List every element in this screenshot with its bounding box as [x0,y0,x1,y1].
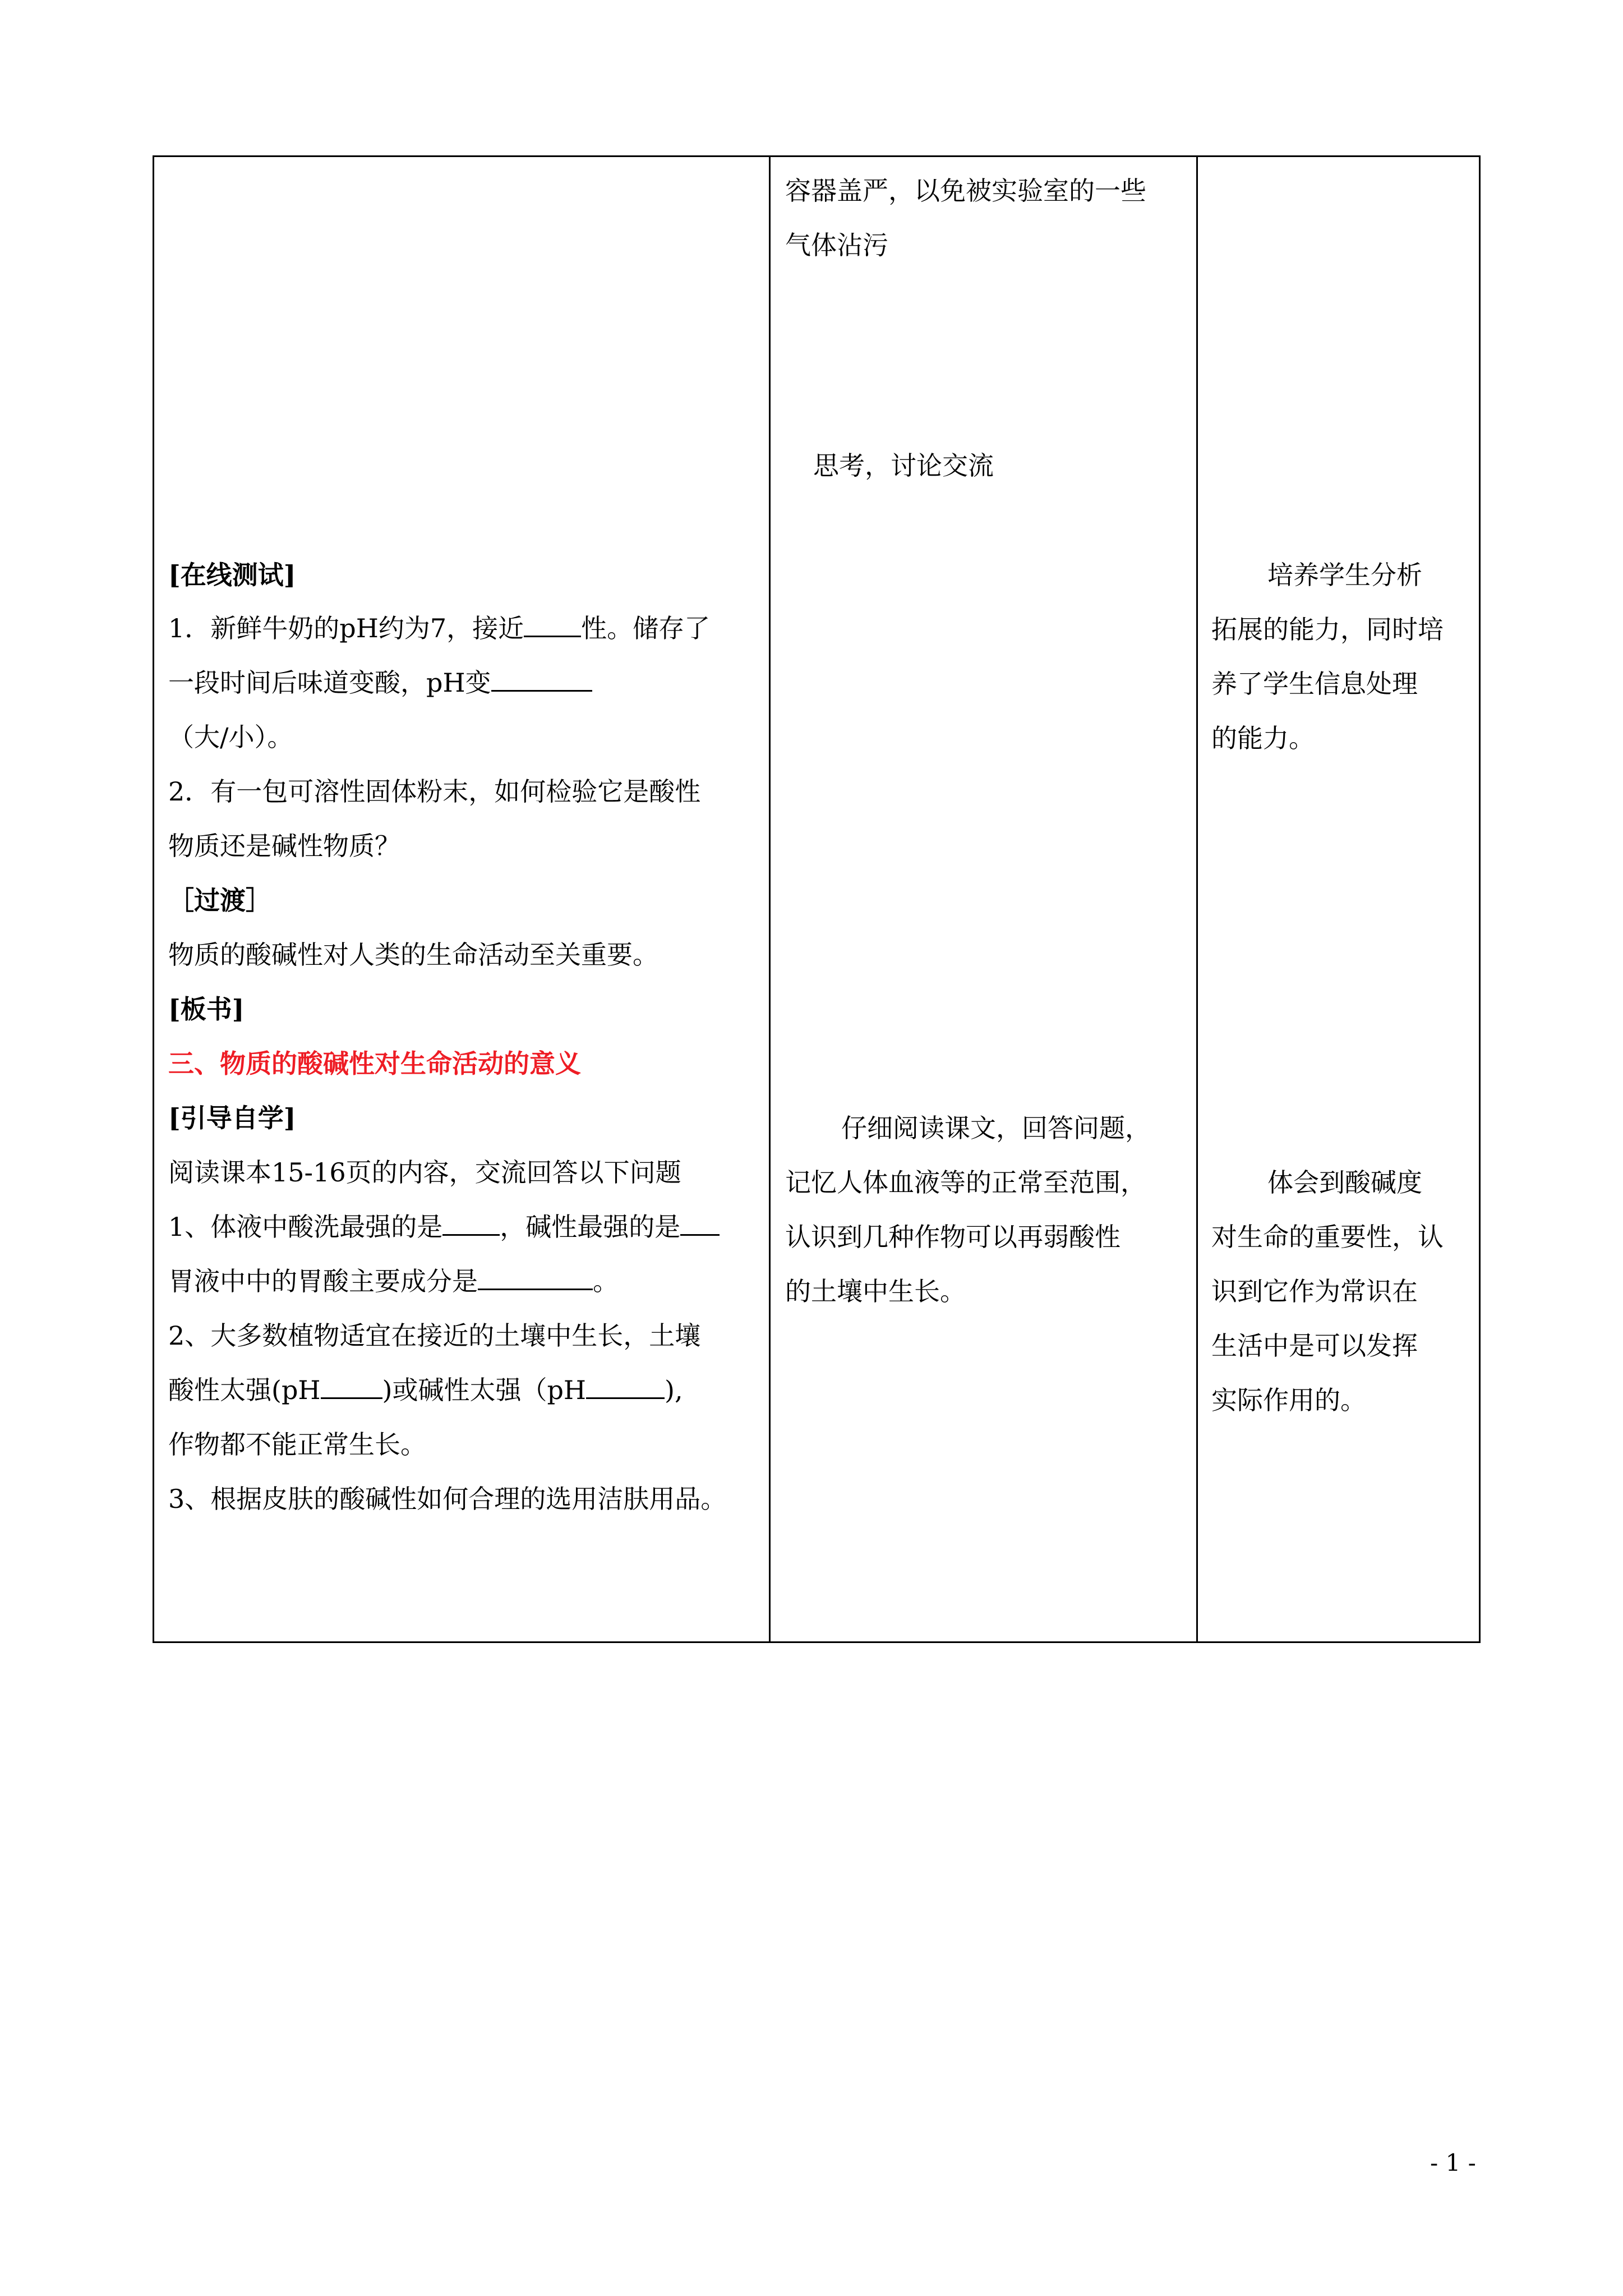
discuss-text: 思考，讨论交流 [813,450,994,481]
table-top-border [153,155,1481,157]
question-2-line-2: 物质还是碱性物质？ [168,831,400,861]
reading-line-1: 仔细阅读课文，回答问题， [841,1113,1151,1143]
item-3: 3、根据皮肤的酸碱性如何合理的选用洁肤用品。 [168,1484,727,1514]
transition-text: 物质的酸碱性对人类的生命活动至关重要。 [168,940,658,970]
answer-blank [586,1374,665,1399]
item-2-line-3: 作物都不能正常生长。 [168,1429,426,1460]
page-number: - 1 - [1430,2149,1476,2177]
item-1-line-1 [168,1210,720,1244]
goal-1-line-1: 培养学生分析 [1267,560,1422,590]
answer-blank [321,1374,382,1399]
question-1-line-1 [168,611,710,645]
item-2-line-2 [168,1373,683,1407]
transition-heading: ［过渡］ [168,885,271,915]
table-left-border [153,155,154,1643]
continued-line-1: 容器盖严，以免被实验室的一些 [785,176,1146,206]
online-test-heading: [在线测试] [168,560,296,590]
answer-blank [478,1265,593,1290]
reading-line-4: 的土壤中生长。 [785,1276,966,1306]
item-1-line-2 [168,1264,619,1298]
table-right-border [1479,155,1481,1643]
reading-line-2: 记忆人体血液等的正常至范围， [785,1167,1146,1198]
item-1-text-d: 。 [593,1266,619,1296]
question-1-line-2 [168,666,592,700]
goal-1-line-4: 的能力。 [1211,723,1315,753]
guide-heading: [引导自学] [168,1103,296,1133]
question-1-line-3: （大/小）。 [168,722,293,752]
question-1-text-b: 性。储存了 [581,613,711,643]
goal-2-line-3: 识到它作为常识在 [1211,1276,1418,1306]
goal-2-line-1: 体会到酸碱度 [1267,1167,1422,1198]
reading-line-3: 认识到几种作物可以再弱酸性 [785,1222,1121,1252]
goal-1-line-2: 拓展的能力，同时培 [1211,614,1444,645]
board-heading: [板书] [168,994,245,1024]
question-1-text-c: 一段时间后味道变酸，pH变 [168,668,491,698]
item-2-text-b: )或碱性太强（pH [382,1375,587,1405]
goal-2-line-4: 生活中是可以发挥 [1211,1331,1418,1361]
answer-blank [680,1211,720,1236]
answer-blank [442,1211,500,1236]
column-divider-2 [1196,155,1198,1643]
item-2-text-a: 酸性太强(pH [168,1375,321,1405]
answer-blank [524,612,581,637]
question-1-text-a: 1．新鲜牛奶的pH约为7，接近 [168,613,524,643]
item-1-text-c: 胃液中中的胃酸主要成分是 [168,1266,478,1296]
continued-line-2: 气体沾污 [785,230,888,260]
item-1-text-a: 1、体液中酸洗最强的是 [168,1212,443,1242]
item-2-line-1: 2、大多数植物适宜在接近的土壤中生长，土壤 [168,1320,701,1351]
guide-intro: 阅读课本15-16页的内容，交流回答以下问题 [168,1157,681,1188]
column-divider-1 [769,155,771,1643]
table-bottom-border [153,1641,1481,1643]
answer-blank [491,666,592,692]
item-1-text-b: ，碱性最强的是 [500,1212,681,1242]
goal-2-line-2: 对生命的重要性，认 [1211,1222,1444,1252]
goal-1-line-3: 养了学生信息处理 [1211,669,1418,699]
goal-2-line-5: 实际作用的。 [1211,1385,1366,1415]
section-title: 三、物质的酸碱性对生命活动的意义 [168,1048,581,1079]
item-2-text-c: ), [665,1375,683,1405]
question-2-line-1: 2．有一包可溶性固体粉末，如何检验它是酸性 [168,776,701,807]
